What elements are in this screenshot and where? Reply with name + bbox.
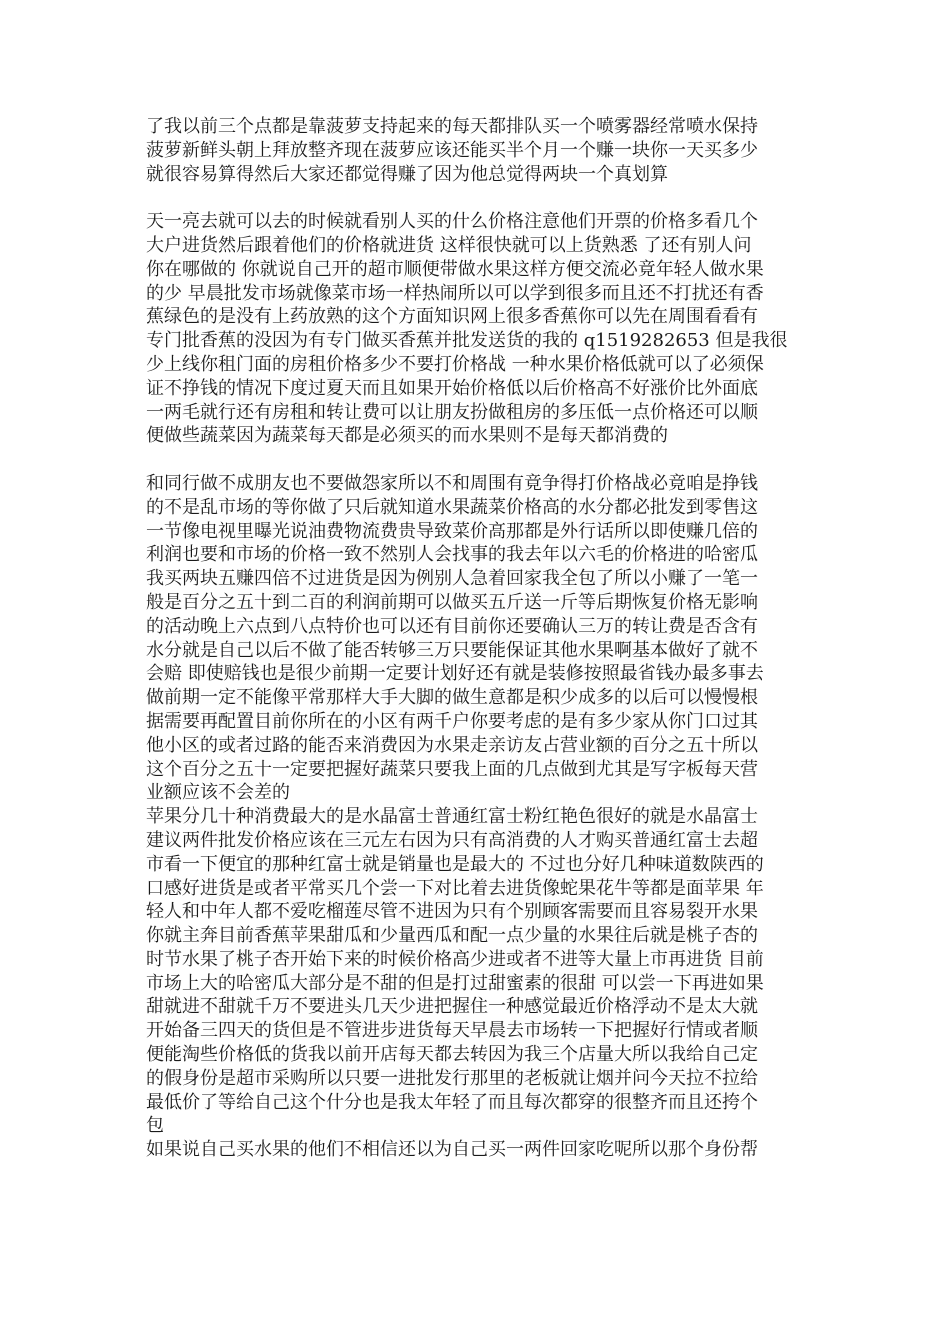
text-line: 他小区的或者过路的能否来消费因为水果走亲访友占营业额的百分之五十所以 [146,734,758,756]
text-line: 的假身份是超市采购所以只要一进批发行那里的老板就让烟并问今天拉不拉给 [146,1067,758,1089]
text-line: 会赔 即使赔钱也是很少前期一定要计划好还有就是装修按照最省钱办最多事去 [146,663,764,685]
text-line: 天一亮去就可以去的时候就看别人买的什么价格注意他们开票的价格多看几个 [146,211,758,233]
text-line: 水分就是自己以后不做了能否转够三万只要能保证其他水果啊基本做好了就不 [146,639,758,661]
text-line: 口感好进货是或者平常买几个尝一下对比着去进货像蛇果花牛等都是面苹果 年 [146,877,764,899]
paragraph-gap [146,186,806,210]
text-line: 一两毛就行还有房租和转让费可以让朋友扮做租房的多压低一点价格还可以顺 [146,401,758,423]
text-line: 做前期一定不能像平常那样大手大脚的做生意都是积少成多的以后可以慢慢根 [146,687,758,709]
paragraph-1 [146,115,806,186]
text-line: 市场上大的哈密瓜大部分是不甜的但是打过甜蜜素的很甜 可以尝一下再进如果 [146,972,764,994]
text-line: 一节像电视里曝光说油费物流费贵导致菜价高那都是外行话所以即使赚几倍的 [146,520,758,542]
text-line: 少上线你租门面的房租价格多少不要打价格战 一种水果价格低就可以了必须保 [146,353,764,375]
text-line: 我买两块五赚四倍不过进货是因为例别人急着回家我全包了所以小赚了一笔一 [146,568,758,590]
text-line: 利润也要和市场的价格一致不然别人会找事的我去年以六毛的价格进的哈密瓜 [146,544,758,566]
text-line: 大户进货然后跟着他们的价格就进货 这样很快就可以上货熟悉 了还有别人问 [146,234,752,256]
text-line: 就很容易算得然后大家还都觉得赚了因为他总觉得两块一个真划算 [146,163,668,185]
document-page [146,115,806,1162]
text-line: 苹果分几十种消费最大的是水晶富士普通红富士粉红艳色很好的就是水晶富士 [146,806,758,828]
paragraph-4 [146,805,806,1138]
text-line: 这个百分之五十一定要把握好蔬菜只要我上面的几点做到尤其是写字板每天营 [146,758,758,780]
text-line: 时节水果了桃子杏开始下来的时候价格高少进或者不进等大量上市再进货 目前 [146,948,764,970]
text-line: 据需要再配置目前你所在的小区有两千户你要考虑的是有多少家从你门口过其 [146,710,758,732]
paragraph-gap [146,448,806,472]
text-line: 证不挣钱的情况下度过夏天而且如果开始价格低以后价格高不好涨价比外面底 [146,377,758,399]
text-line: 市看一下便宜的那种红富士就是销量也是最大的 不过也分好几种味道数陕西的 [146,853,764,875]
text-line: 如果说自己买水果的他们不相信还以为自己买一两件回家吃呢所以那个身份帮 [146,1139,758,1161]
text-line: 的不是乱市场的等你做了只后就知道水果蔬菜价格高的水分都必批发到零售这 [146,496,758,518]
text-line: 的活动晚上六点到八点特价也可以还有目前你还要确认三万的转让费是否含有 [146,615,758,637]
text-line: 蕉绿色的是没有上药放熟的这个方面知识网上很多香蕉你可以先在周围看看有 [146,306,758,328]
text-line: 轻人和中年人都不爱吃榴莲尽管不进因为只有个别顾客需要而且容易裂开水果 [146,901,758,923]
text-line: 的少 早晨批发市场就像菜市场一样热闹所以可以学到很多而且还不打扰还有香 [146,282,764,304]
text-line: 你在哪做的 你就说自己开的超市顺便带做水果这样方便交流必竟年轻人做水果 [146,258,764,280]
text-line: 专门批香蕉的没因为有专门做买香蕉并批发送货的我的 q1519282653 但是我很 [146,330,788,352]
text-line: 了我以前三个点都是靠菠萝支持起来的每天都排队买一个喷雾器经常喷水保持 [146,116,758,137]
text-line: 甜就进不甜就千万不要进头几天少进把握住一种感觉最近价格浮动不是太大就 [146,996,758,1018]
text-line: 便能淘些价格低的货我以前开店每天都去转因为我三个店量大所以我给自己定 [146,1044,758,1066]
text-line: 和同行做不成朋友也不要做怨家所以不和周围有竟争得打价格战必竟咱是挣钱 [146,472,758,494]
text-line: 你就主奔目前香蕉苹果甜瓜和少量西瓜和配一点少量的水果往后就是桃子杏的 [146,925,758,947]
text-line: 菠萝新鲜头朝上拜放整齐现在菠萝应该还能买半个月一个赚一块你一天买多少 [146,139,758,161]
paragraph-5 [146,1138,806,1162]
text-line: 般是百分之五十到二百的利润前期可以做买五斤送一斤等后期恢复价格无影响 [146,591,758,613]
text-line: 便做些蔬菜因为蔬菜每天都是必须买的而水果则不是每天都消费的 [146,425,668,447]
text-line: 包 [146,1115,164,1137]
text-line: 业额应该不会差的 [146,782,290,804]
paragraph-2 [146,210,806,448]
text-line: 最低价了等给自己这个什分也是我太年轻了而且每次都穿的很整齐而且还挎个 [146,1091,758,1113]
paragraph-3 [146,472,806,805]
text-line: 建议两件批发价格应该在三元左右因为只有高消费的人才购买普通红富士去超 [146,829,758,851]
text-line: 开始备三四天的货但是不管进步进货每天早晨去市场转一下把握好行情或者顺 [146,1020,758,1042]
